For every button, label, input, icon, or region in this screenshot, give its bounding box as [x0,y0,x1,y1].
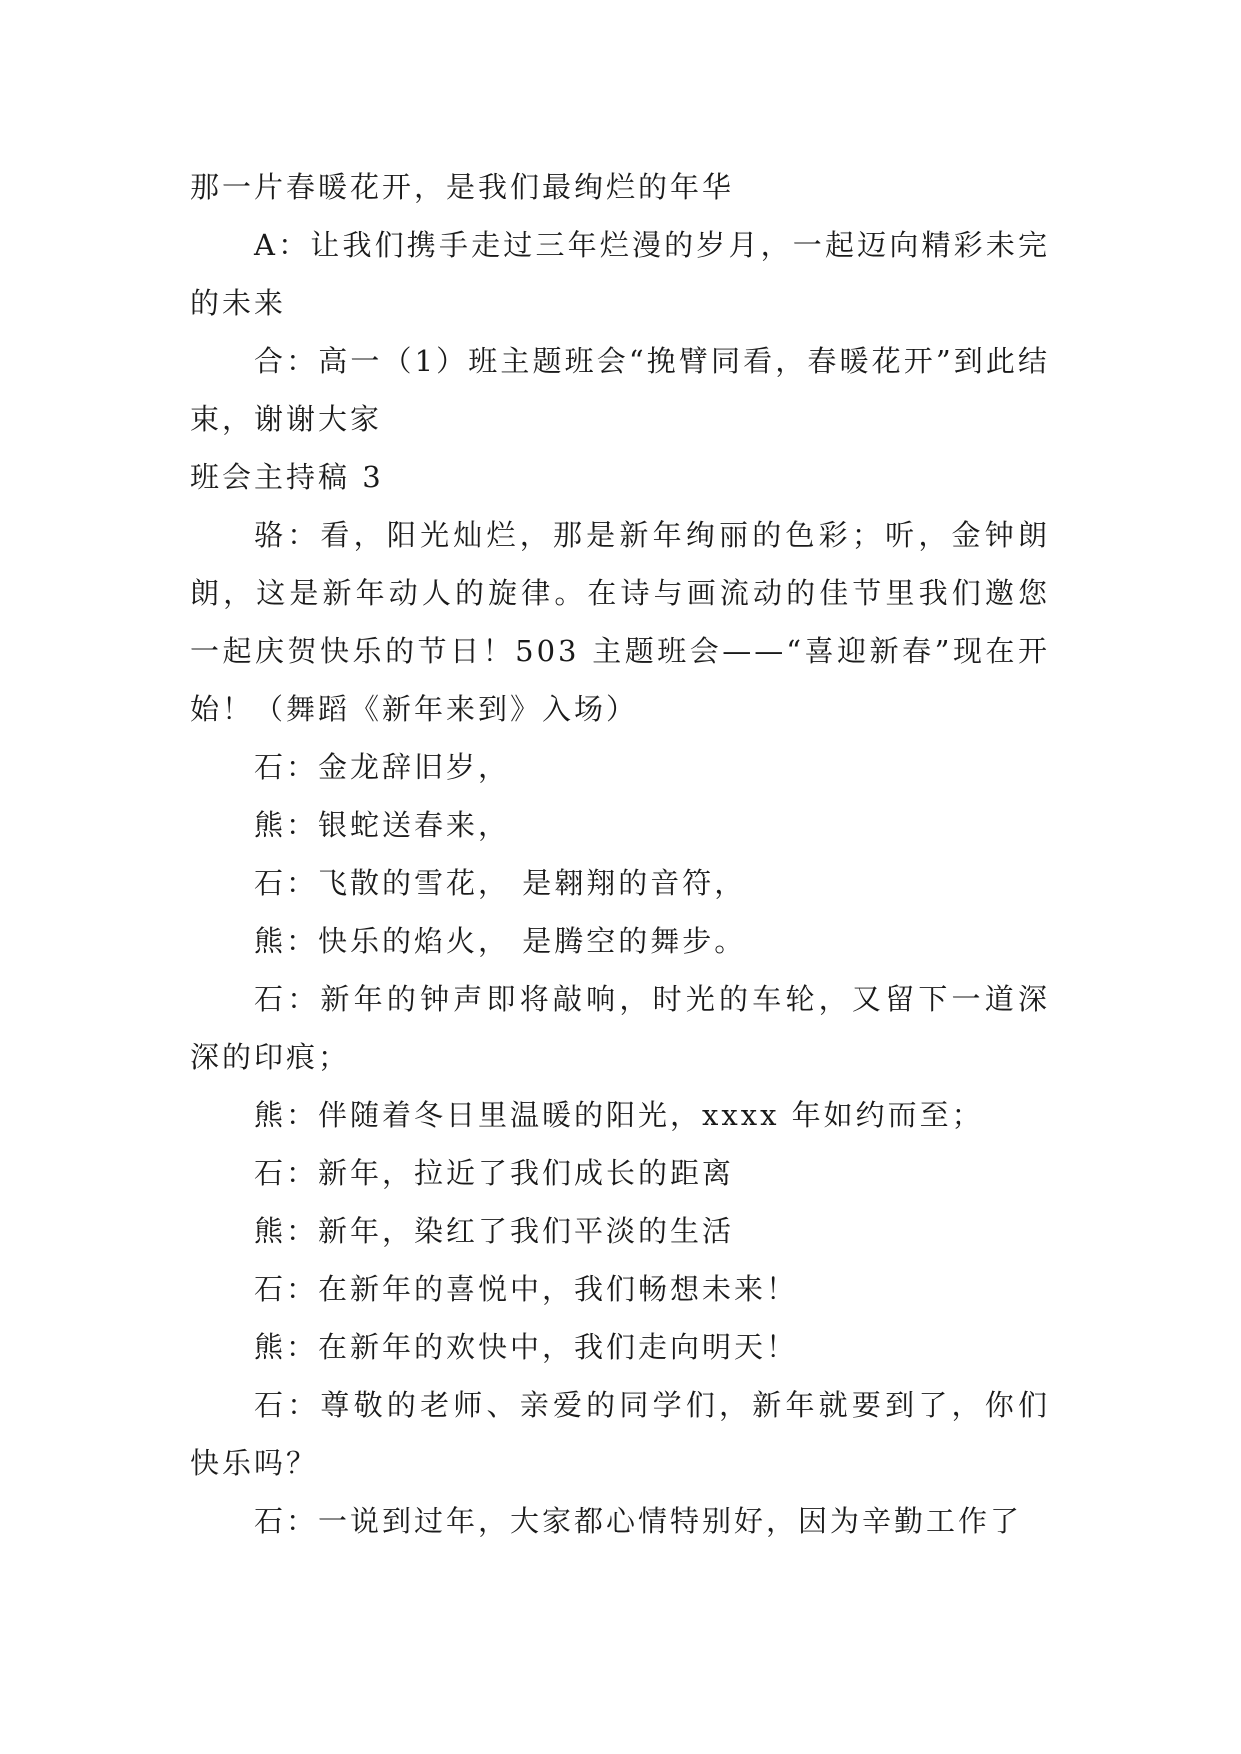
paragraph: 合：高一（1）班主题班会“挽臂同看，春暖花开”到此结束，谢谢大家 [190,344,1050,436]
paragraph: 那一片春暖花开，是我们最绚烂的年华 [190,170,735,204]
dialogue-line: 石：在新年的喜悦中，我们畅想未来！ [254,1272,799,1306]
dialogue-line: 石：金龙辞旧岁， [254,750,511,784]
dialogue-line: 熊：伴随着冬日里温暖的阳光，xxxx 年如约而至； [254,1098,984,1132]
dialogue-line: 石：尊敬的老师、亲爱的同学们，新年就要到了，你们快乐吗？ [190,1388,1050,1480]
dialogue-line: 石：一说到过年，大家都心情特别好，因为辛勤工作了 [254,1504,1023,1538]
dialogue-line: 熊：新年，染红了我们平淡的生活 [254,1214,735,1248]
section-heading: 班会主持稿 3 [190,460,384,494]
dialogue-line: 石：飞散的雪花， 是翱翔的音符， [254,866,747,900]
dialogue-line: 石：新年的钟声即将敲响，时光的车轮，又留下一道深深的印痕； [190,982,1050,1074]
dialogue-line: 石：新年，拉近了我们成长的距离 [254,1156,735,1190]
dialogue-line: 熊：快乐的焰火， 是腾空的舞步。 [254,924,747,958]
document-body [190,158,1050,1550]
paragraph: 骆：看，阳光灿烂，那是新年绚丽的色彩；听，金钟朗朗，这是新年动人的旋律。在诗与画流动的佳节里我们邀您一起庆贺快乐的节日！503 主题班会——“喜迎新春”现在开始！（舞蹈《新年来到》入场） [190,518,1050,726]
dialogue-line: 熊：银蛇送春来， [254,808,511,842]
dialogue-line: 熊：在新年的欢快中，我们走向明天！ [254,1330,799,1364]
paragraph: A：让我们携手走过三年烂漫的岁月，一起迈向精彩未完的未来 [190,228,1050,320]
